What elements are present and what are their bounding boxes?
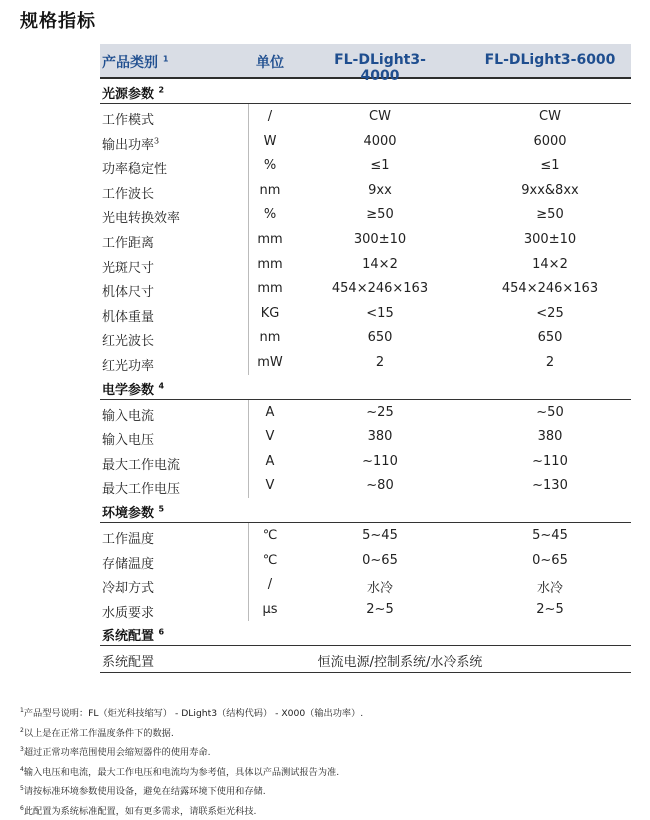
value-6000: CW bbox=[539, 109, 561, 124]
value-4000: ~110 bbox=[362, 453, 398, 469]
footnote-sup: 2 bbox=[20, 726, 24, 734]
header-product-category: 产品类别 $^1$ bbox=[102, 54, 169, 71]
value-4000: 380 bbox=[367, 429, 393, 445]
param-name-text: 红光功率 bbox=[102, 358, 155, 374]
param-name-text: 输入电压 bbox=[102, 433, 155, 449]
value-6000: 6000 bbox=[533, 133, 567, 149]
param-name-text: 机体重量 bbox=[102, 309, 155, 325]
value-6000: ≤1 bbox=[540, 158, 560, 174]
param-name bbox=[102, 478, 180, 497]
param-name bbox=[102, 257, 154, 276]
footnote-text: 以上是在正常工作温度条件下的数据. bbox=[23, 727, 174, 739]
param-name bbox=[102, 134, 159, 153]
param-name bbox=[102, 355, 154, 374]
value-4000: 水冷 bbox=[366, 581, 393, 597]
value-4000: CW bbox=[369, 109, 391, 124]
footnote bbox=[20, 742, 363, 762]
footnote bbox=[20, 703, 363, 723]
footnote-sup: 1 bbox=[20, 707, 24, 714]
param-unit: / bbox=[267, 109, 273, 124]
param-unit: A bbox=[265, 404, 275, 420]
footnote-text: 输入电压和电流，最大工作电压和电流均为参考值，具体以产品测试报告为准. bbox=[23, 766, 340, 778]
param-unit: nm bbox=[259, 182, 281, 198]
param-name-text: 光斑尺寸 bbox=[102, 260, 155, 276]
table-header bbox=[100, 44, 631, 84]
param-name bbox=[102, 109, 154, 128]
column-divider bbox=[248, 523, 249, 621]
value-4000: ~25 bbox=[366, 404, 394, 420]
param-name-sup: 3 bbox=[154, 136, 160, 146]
table-row bbox=[100, 252, 631, 277]
param-name-text: 光电转换效率 bbox=[102, 211, 181, 227]
value-4000: ≤1 bbox=[370, 158, 390, 174]
param-unit: W bbox=[263, 133, 277, 149]
param-unit: V bbox=[265, 429, 275, 445]
param-name-text: 水质要求 bbox=[102, 605, 155, 621]
footnote-text: 请按标准环境参数使用设备，避免在结露环境下使用和存储. bbox=[23, 786, 266, 798]
param-unit: ℃ bbox=[262, 527, 278, 543]
value-6000: 14×2 bbox=[532, 256, 568, 272]
header-unit: 单位 bbox=[256, 55, 284, 71]
section-title-text: 系统配置 bbox=[102, 629, 155, 645]
table-row bbox=[100, 178, 631, 203]
value-6000: 650 bbox=[537, 330, 563, 346]
param-name-text: 工作波长 bbox=[102, 186, 155, 202]
column-divider bbox=[248, 104, 249, 375]
value-6000: ≥50 bbox=[536, 207, 564, 223]
param-name-text: 输出功率 bbox=[102, 137, 155, 153]
value-4000: 5~45 bbox=[362, 527, 398, 543]
param-name bbox=[102, 281, 154, 300]
table-row bbox=[100, 129, 631, 154]
header-model-6000: FL-DLight3-6000 bbox=[484, 52, 616, 68]
param-name bbox=[102, 577, 154, 596]
param-unit: % bbox=[263, 158, 277, 174]
param-name bbox=[102, 528, 154, 547]
param-name-text: 机体尺寸 bbox=[102, 285, 155, 301]
page-title: 规格指标 bbox=[20, 11, 96, 32]
footnote bbox=[20, 723, 363, 743]
table-row bbox=[100, 202, 631, 227]
param-name-text: 工作距离 bbox=[102, 235, 155, 251]
param-name-text: 存储温度 bbox=[102, 556, 155, 572]
table-row bbox=[100, 227, 631, 252]
param-unit: % bbox=[263, 207, 277, 223]
param-unit: mm bbox=[257, 256, 283, 272]
table-row bbox=[100, 473, 631, 498]
system-config-value: 恒流电源/控制系统/水冷系统 bbox=[317, 655, 483, 671]
value-4000: ≥50 bbox=[366, 207, 394, 223]
section-title-text: 电学参数 bbox=[102, 382, 155, 398]
param-unit: mW bbox=[257, 354, 283, 370]
value-6000: 0~65 bbox=[532, 552, 568, 568]
section-title bbox=[102, 83, 164, 102]
footnote bbox=[20, 781, 363, 801]
table-row bbox=[100, 424, 631, 449]
param-unit: mm bbox=[257, 281, 283, 297]
param-unit: ℃ bbox=[262, 552, 278, 568]
param-name bbox=[102, 207, 180, 226]
param-name: 系统配置 bbox=[102, 655, 155, 671]
footnote-sup: 5 bbox=[20, 785, 24, 793]
column-divider bbox=[248, 400, 249, 498]
param-unit: mm bbox=[257, 231, 283, 247]
param-name bbox=[102, 306, 154, 325]
footnote-sup: 3 bbox=[20, 746, 24, 754]
table-row bbox=[100, 523, 631, 548]
param-name bbox=[102, 454, 180, 473]
table-row bbox=[100, 400, 631, 425]
value-4000: 2 bbox=[375, 354, 385, 370]
value-6000: 9xx&8xx bbox=[521, 182, 579, 198]
param-name-text: 最大工作电流 bbox=[102, 457, 181, 473]
param-name bbox=[102, 602, 154, 621]
section-title bbox=[102, 379, 164, 398]
param-name bbox=[102, 429, 154, 448]
value-4000: 4000 bbox=[363, 133, 397, 149]
table-row bbox=[100, 276, 631, 301]
value-6000: ~110 bbox=[532, 453, 568, 469]
value-6000: 2~5 bbox=[536, 601, 564, 617]
param-name-text: 输入电流 bbox=[102, 408, 155, 424]
value-4000: 2~5 bbox=[366, 601, 394, 617]
value-4000: 14×2 bbox=[362, 256, 398, 272]
section-title-sup: 5 bbox=[158, 504, 165, 514]
footnote-text: 产品型号说明：FL（炬光科技缩写） - DLight3（结构代码） - X000（输出功率）. bbox=[23, 708, 364, 720]
footnote bbox=[20, 801, 363, 820]
value-4000: 454×246×163 bbox=[331, 281, 429, 297]
param-unit: V bbox=[265, 478, 275, 494]
table-row bbox=[100, 301, 631, 326]
section-title-sup: 6 bbox=[158, 627, 165, 637]
section-header-system bbox=[100, 621, 631, 646]
value-6000: 454×246×163 bbox=[501, 281, 599, 297]
value-6000: 水冷 bbox=[536, 581, 563, 597]
param-unit: μs bbox=[262, 601, 278, 617]
footnote-sup: 6 bbox=[20, 804, 24, 812]
param-unit: A bbox=[265, 453, 275, 469]
section-title bbox=[102, 502, 164, 521]
param-name bbox=[102, 405, 154, 424]
footnote-text: 超过正常功率范围使用会缩短器件的使用寿命. bbox=[23, 747, 211, 759]
param-unit: KG bbox=[260, 305, 280, 321]
value-4000: <15 bbox=[366, 305, 394, 321]
param-name bbox=[102, 158, 167, 177]
table-row bbox=[100, 153, 631, 178]
table-row bbox=[100, 646, 631, 673]
value-6000: ~130 bbox=[532, 478, 568, 494]
section-title-sup: 2 bbox=[158, 85, 165, 95]
section-title bbox=[102, 625, 164, 644]
footnotes bbox=[20, 703, 363, 820]
value-4000: 650 bbox=[367, 330, 393, 346]
table-row bbox=[100, 350, 631, 375]
section-header-optical bbox=[100, 79, 631, 104]
table-row bbox=[100, 597, 631, 622]
footnote-sup: 4 bbox=[20, 765, 24, 773]
value-6000: <25 bbox=[536, 305, 564, 321]
table-row bbox=[100, 104, 631, 129]
section-title-text: 光源参数 bbox=[102, 87, 155, 102]
param-name bbox=[102, 553, 154, 572]
table-row bbox=[100, 325, 631, 350]
table-row bbox=[100, 548, 631, 573]
param-name-text: 工作模式 bbox=[102, 113, 155, 128]
section-title-text: 环境参数 bbox=[102, 505, 155, 521]
header-model-4000: FL-DLight3-4000 bbox=[334, 52, 426, 84]
param-name-text: 红光波长 bbox=[102, 334, 155, 350]
value-4000: ~80 bbox=[366, 478, 394, 494]
param-unit: / bbox=[267, 577, 273, 593]
value-6000: ~50 bbox=[536, 404, 564, 420]
value-4000: 9xx bbox=[368, 182, 392, 198]
table-row bbox=[100, 449, 631, 474]
param-name-text: 冷却方式 bbox=[102, 581, 155, 597]
param-name-text: 最大工作电压 bbox=[102, 482, 181, 498]
value-6000: 380 bbox=[537, 429, 563, 445]
value-4000: 0~65 bbox=[362, 552, 398, 568]
section-header-environment bbox=[100, 498, 631, 523]
param-name-text: 功率稳定性 bbox=[102, 162, 168, 178]
param-name-text: 工作温度 bbox=[102, 531, 155, 547]
section-header-electrical bbox=[100, 375, 631, 400]
footnote-text: 此配置为系统标准配置，如有更多需求，请联系炬光科技. bbox=[23, 805, 257, 817]
param-name bbox=[102, 330, 154, 349]
value-6000: 2 bbox=[545, 354, 555, 370]
param-unit: nm bbox=[259, 330, 281, 346]
param-name bbox=[102, 183, 154, 202]
section-title-sup: 4 bbox=[158, 381, 165, 391]
value-6000: 5~45 bbox=[532, 527, 568, 543]
footnote bbox=[20, 762, 363, 782]
table-row bbox=[100, 572, 631, 597]
value-4000: 300±10 bbox=[353, 231, 407, 247]
value-6000: 300±10 bbox=[523, 231, 577, 247]
param-name bbox=[102, 232, 154, 251]
spec-table bbox=[100, 44, 631, 673]
